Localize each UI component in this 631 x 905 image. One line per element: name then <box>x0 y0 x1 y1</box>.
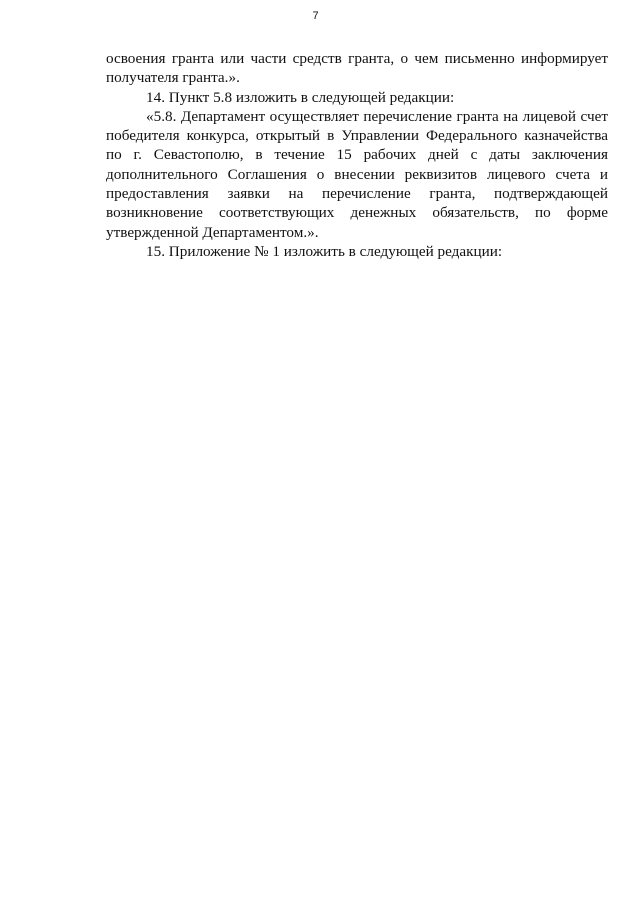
text-line: победителя конкурса, открытый в Управлении Федерального казначейства <box>106 127 608 145</box>
quoted-clause-5-8 <box>106 107 608 242</box>
text-line: освоения гранта или части средств гранта, о чем письменно информирует <box>106 50 608 67</box>
item-14-paragraph <box>106 88 608 107</box>
item-15-paragraph <box>106 242 608 261</box>
text-line: возникновение соответствующих денежных обязательств, по форме <box>106 204 608 222</box>
text-line: дополнительного Соглашения о внесении реквизитов лицевого счета и <box>106 165 608 183</box>
text-line: по г. Севастополю, в течение 15 рабочих дней с даты заключения <box>106 146 608 164</box>
continuation-paragraph <box>106 49 608 88</box>
text-line: получателя гранта.». <box>106 69 240 87</box>
text-line: «5.8. Департамент осуществляет перечисление гранта на лицевой счет <box>146 107 608 125</box>
text-line: 15. Приложение № 1 изложить в следующей редакции: <box>146 242 503 260</box>
text-line: предоставления заявки на перечисление гранта, подтверждающей <box>106 185 608 203</box>
text-line: 14. Пункт 5.8 изложить в следующей редакции: <box>146 88 455 106</box>
text-line: утвержденной Департаментом.». <box>106 223 319 241</box>
page-number: 7 <box>312 10 319 22</box>
document-body <box>106 49 608 261</box>
